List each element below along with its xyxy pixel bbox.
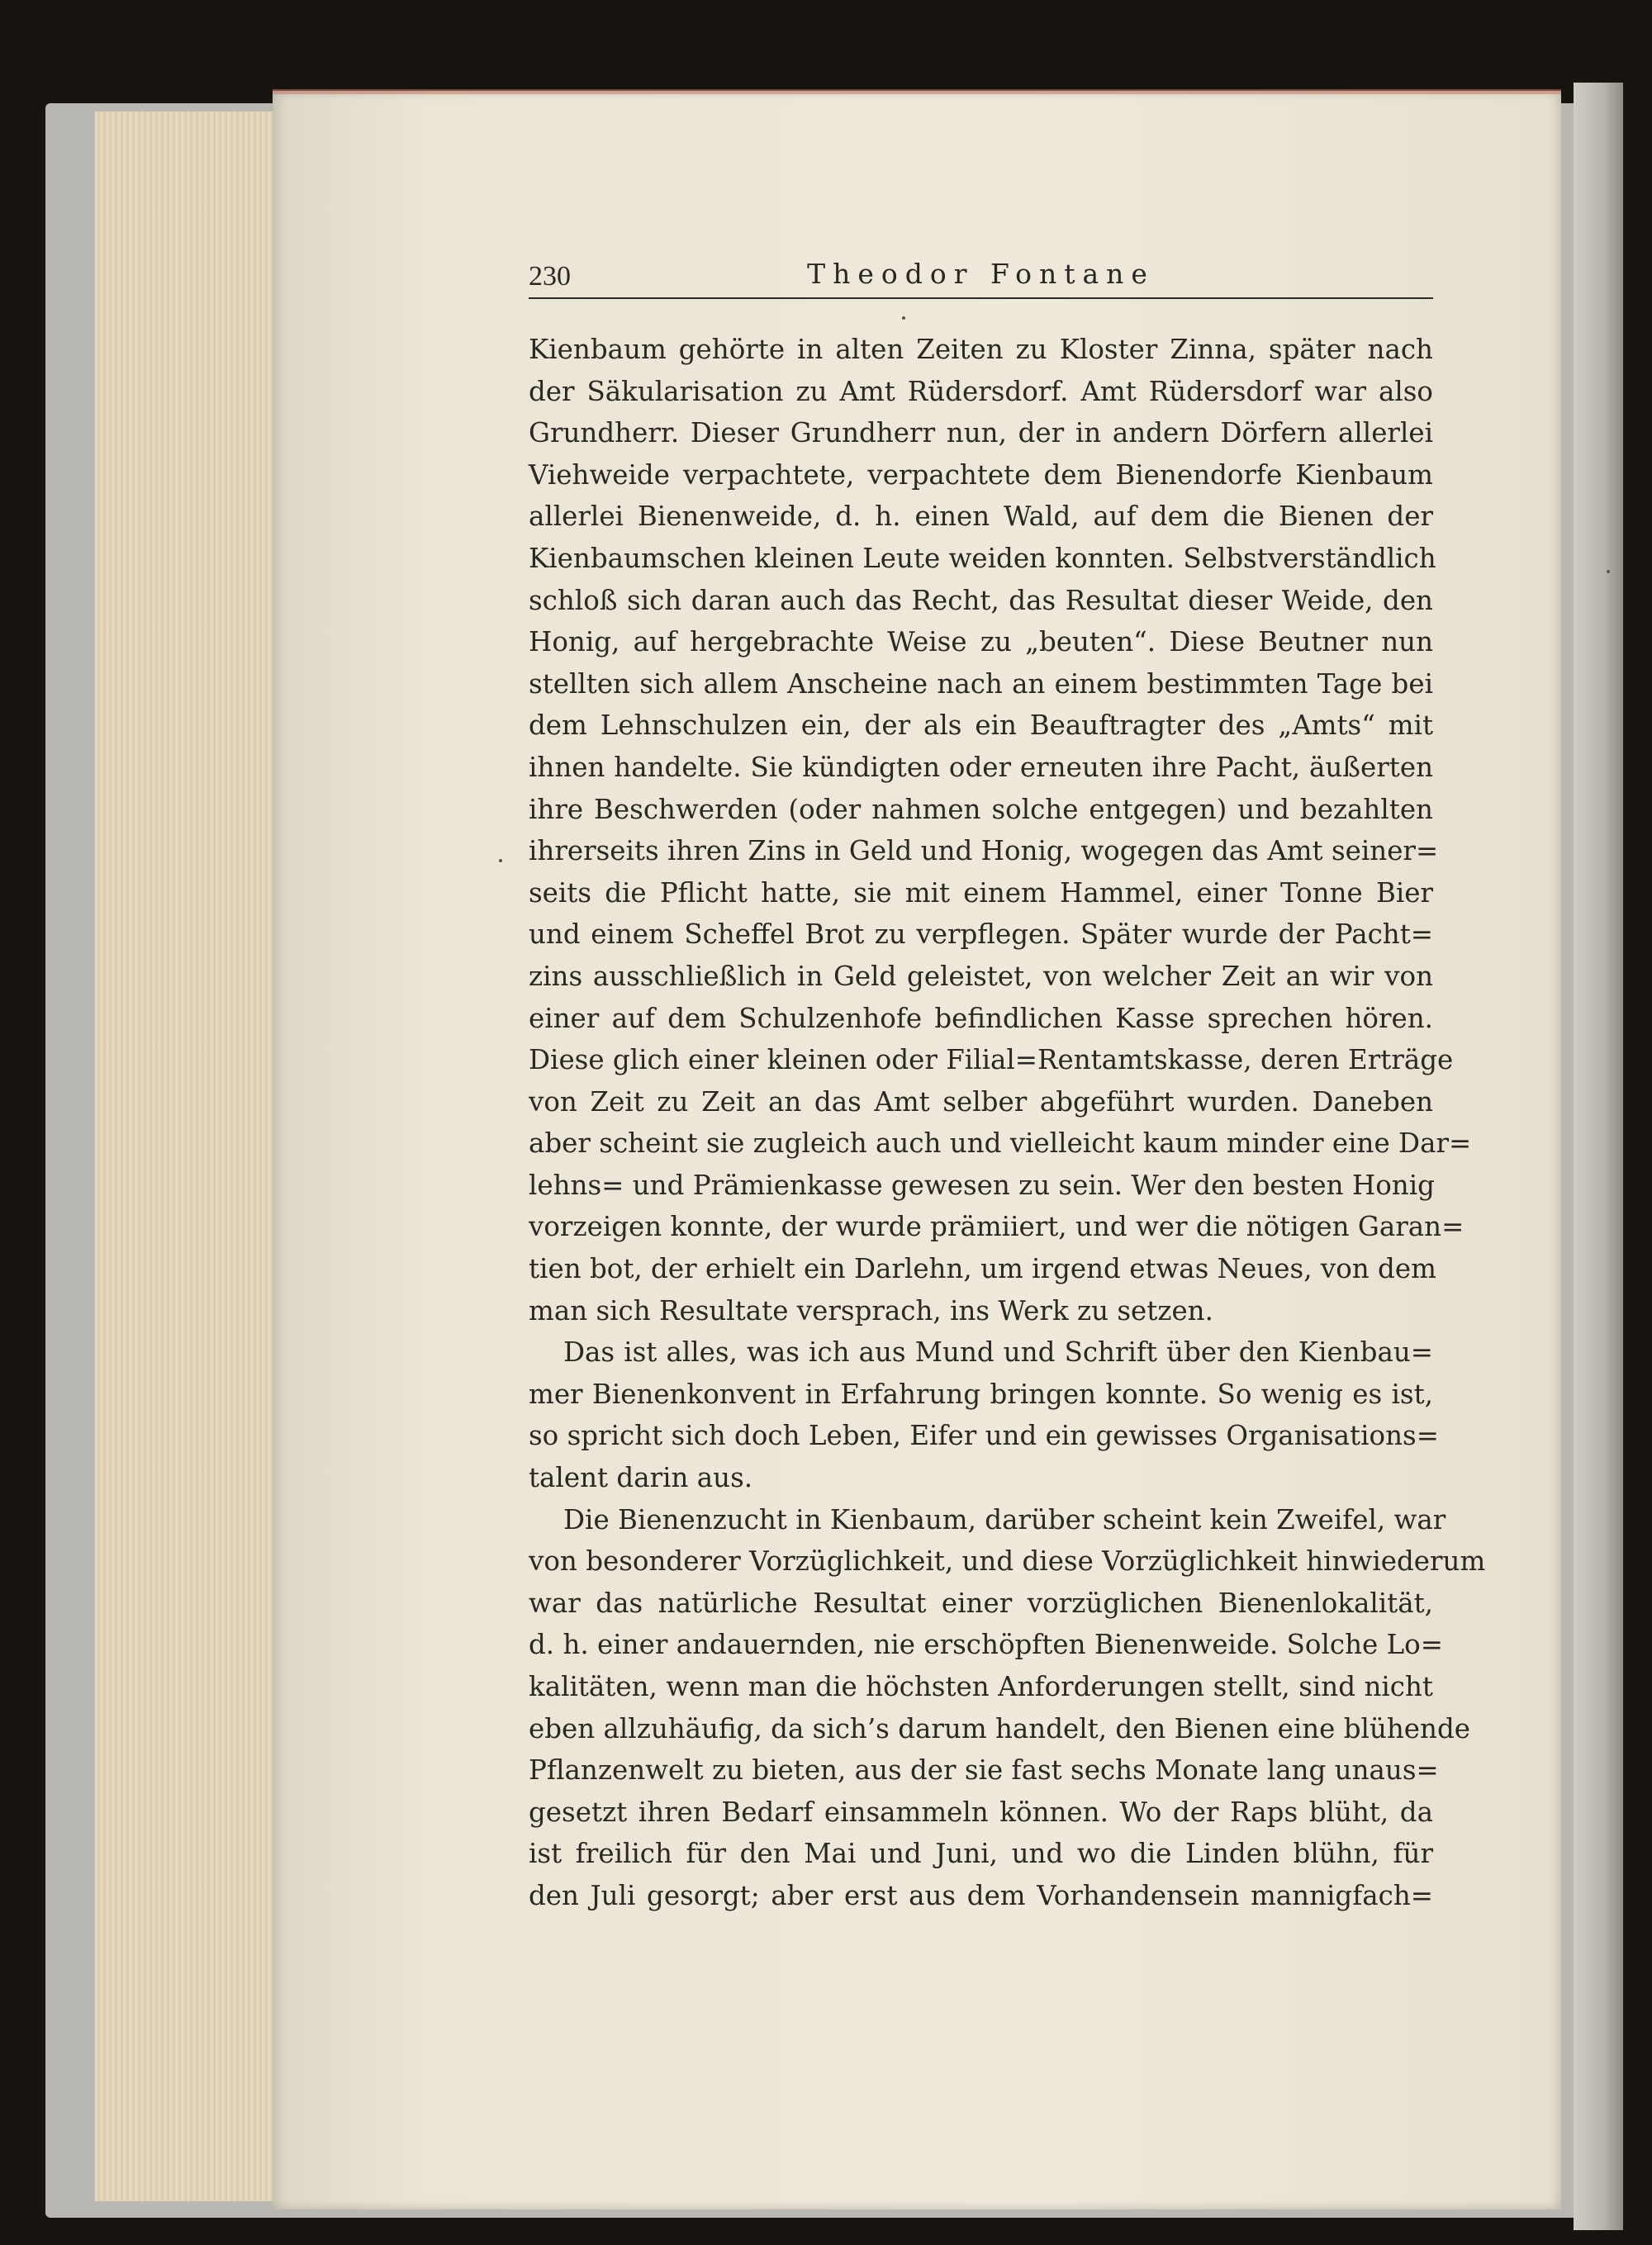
text-line: Kienbaum gehörte in alten Zeiten zu Kloster Zinna, später nach <box>529 334 1433 365</box>
text-line: talent darin aus. <box>529 1462 753 1494</box>
text-line: kalitäten, wenn man die höchsten Anforderungen stellt, sind nicht <box>529 1671 1433 1702</box>
dust-speck <box>499 859 502 862</box>
body-text <box>529 329 1486 1917</box>
text-line: eben allzuhäufig, da sich’s darum handelt, den Bienen eine blühende <box>529 1712 1471 1744</box>
text-line: so spricht sich doch Leben, Eifer und ein gewisses Organisations= <box>529 1420 1439 1452</box>
paragraph <box>529 1499 1486 1917</box>
dust-speck <box>1607 570 1610 573</box>
text-line: Pflanzenwelt zu bieten, aus der sie fast sechs Monate lang unaus= <box>529 1754 1439 1787</box>
text-line: d. h. einer andauernden, nie erschöpften Bienenweide. Solche Lo= <box>529 1629 1443 1661</box>
text-line: ihnen handelte. Sie kündigten oder erneuten ihre Pacht, äußerten <box>529 751 1433 783</box>
paragraph <box>529 329 1472 1331</box>
text-line: ist freilich für den Mai und Juni, und wo die Linden blühn, für <box>529 1838 1433 1870</box>
text-line: einer auf dem Schulzenhofe befindlichen Kasse sprechen hören. <box>529 1002 1433 1034</box>
text-line: Das ist alles, was ich aus Mund und Schrift über den Kienbau= <box>563 1336 1433 1369</box>
text-line: zins ausschließlich in Geld geleistet, von welcher Zeit an wir von <box>529 960 1433 992</box>
page-top-edge <box>273 89 1561 94</box>
text-line: dem Lehnschulzen ein, der als ein Beauftragter des „Amts“ mit <box>529 710 1433 742</box>
text-line: Grundherr. Dieser Grundherr nun, der in andern Dörfern allerlei <box>529 417 1433 449</box>
page-number: 230 <box>529 261 571 292</box>
text-line: den Juli gesorgt; aber erst aus dem Vorhandensein mannigfach= <box>529 1879 1433 1911</box>
text-line: ihrerseits ihren Zins in Geld und Honig, wogegen das Amt seiner= <box>529 835 1439 867</box>
text-line: allerlei Bienenweide, d. h. einen Wald, auf dem die Bienen der <box>529 501 1433 533</box>
dust-speck <box>902 316 905 320</box>
text-line: von besonderer Vorzüglichkeit, und diese Vorzüglichkeit hinwiederum <box>529 1545 1486 1578</box>
running-head <box>529 256 1433 299</box>
page-edges <box>95 112 287 2201</box>
text-line: Kienbaumschen kleinen Leute weiden konnten. Selbstverständlich <box>529 542 1436 574</box>
text-line: seits die Pflicht hatte, sie mit einem Hammel, einer Tonne Bier <box>529 876 1433 909</box>
text-line: aber scheint sie zugleich auch und vielleicht kaum minder eine Dar= <box>529 1127 1472 1160</box>
text-line: von Zeit zu Zeit an das Amt selber abgeführt wurden. Daneben <box>529 1085 1433 1118</box>
text-line: war das natürliche Resultat einer vorzüglichen Bienenlokalität, <box>529 1587 1433 1619</box>
text-line: der Säkularisation zu Amt Rüdersdorf. Amt Rüdersdorf war also <box>529 375 1433 407</box>
text-line: ihre Beschwerden (oder nahmen solche entgegen) und bezahlten <box>529 793 1433 825</box>
text-line: schloß sich daran auch das Recht, das Resultat dieser Weide, den <box>529 584 1433 616</box>
text-line: tien bot, der erhielt ein Darlehn, um irgend etwas Neues, von dem <box>529 1253 1436 1285</box>
text-line: Honig, auf hergebrachte Weise zu „beuten“. Diese Beutner nun <box>529 626 1433 658</box>
text-line: gesetzt ihren Bedarf einsammeln können. Wo der Raps blüht, da <box>529 1796 1433 1828</box>
text-line: lehns= und Prämienkasse gewesen zu sein. Wer den besten Honig <box>529 1169 1435 1201</box>
running-title: Theodor Fontane <box>807 258 1155 290</box>
text-line: und einem Scheffel Brot zu verpflegen. Später wurde der Pacht= <box>529 918 1433 951</box>
text-line: Diese glich einer kleinen oder Filial=Rentamtskasse, deren Erträge <box>529 1044 1454 1076</box>
text-line: mer Bienenkonvent in Erfahrung bringen konnte. So wenig es ist, <box>529 1378 1433 1410</box>
text-line: vorzeigen konnte, der wurde prämiiert, und wer die nötigen Garan= <box>529 1211 1464 1243</box>
text-line: Die Bienenzucht in Kienbaum, darüber scheint kein Zweifel, war <box>563 1503 1446 1535</box>
text-line: man sich Resultate versprach, ins Werk zu setzen. <box>529 1294 1213 1327</box>
text-line: Viehweide verpachtete, verpachtete dem Bienendorfe Kienbaum <box>529 458 1433 491</box>
text-line: stellten sich allem Anscheine nach an einem bestimmten Tage bei <box>529 667 1433 700</box>
paragraph <box>529 1331 1439 1498</box>
book-cover-edge <box>1574 83 1623 2230</box>
